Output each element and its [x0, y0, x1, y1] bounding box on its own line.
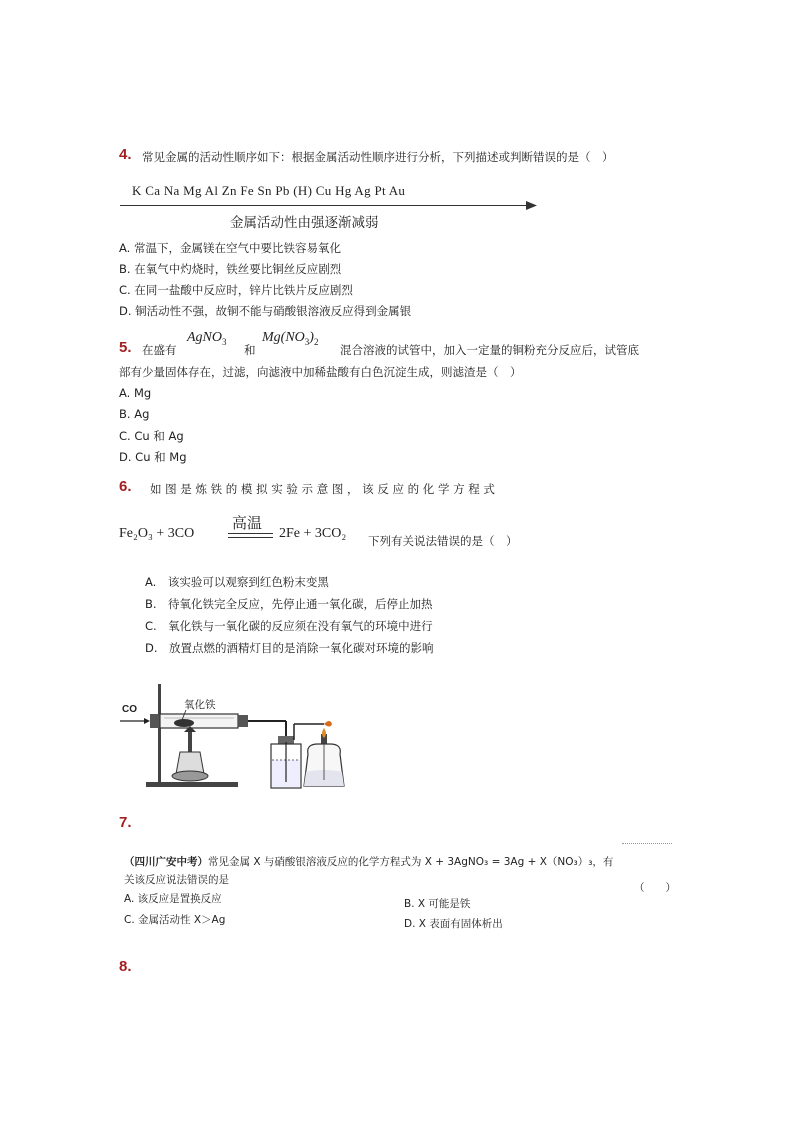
q5-formula2-main: Mg(NO	[262, 330, 305, 345]
q6-option-c: C. 氧化铁与一氧化碳的反应须在没有氧气的环境中进行	[145, 619, 433, 633]
q5-number: 5.	[119, 339, 132, 356]
q4-stem: 常见金属的活动性顺序如下：根据金属活动性顺序进行分析，下列描述或判断错误的是（ ）	[142, 150, 614, 164]
q5-and: 和	[244, 343, 256, 357]
q4-option-a: A. 常温下，金属镁在空气中要比铁容易氧化	[119, 241, 341, 255]
q6-eq-left: Fe₂O₃ + 3CO	[119, 526, 195, 541]
q5-stem-line2: 部有少量固体存在，过滤，向滤液中加稀盐酸有白色沉淀生成，则滤渣是（ ）	[119, 365, 522, 379]
q5-formula-mgno32	[262, 330, 318, 347]
q7-option-c: C. 金属活动性 X＞Ag	[124, 914, 226, 926]
q6-eq-condition: 高温	[232, 514, 263, 532]
q5-formula2-close: )	[309, 330, 314, 345]
q5-formula-agno3	[187, 330, 227, 347]
q7-source: （四川广安中考）	[124, 856, 208, 868]
q6-option-a: A. 该实验可以观察到红色粉末变黑	[145, 575, 329, 589]
q4-option-b: B. 在氧气中灼烧时，铁丝要比铜丝反应剧烈	[119, 262, 342, 276]
q5-option-a: A. Mg	[119, 386, 152, 400]
q7-number: 7.	[119, 814, 132, 831]
q6-eq-tail: 下列有关说法错误的是（ ）	[368, 534, 518, 548]
q5-stem-line1: 混合溶液的试管中，加入一定量的铜粉充分反应后，试管底	[340, 343, 639, 357]
q6-eq-line-bottom	[228, 537, 273, 538]
q5-prefix: 在盛有	[142, 343, 177, 357]
q6-option-d: D. 放置点燃的酒精灯目的是消除一氧化碳对环境的影响	[145, 641, 434, 655]
q7-stem2: 关该反应说法错误的是	[124, 874, 229, 886]
q5-option-b: B. Ag	[119, 407, 150, 421]
q6-co-label: CO	[122, 704, 137, 715]
q4-arrow-line	[120, 205, 530, 206]
q7-option-b: B. X 可能是铁	[404, 898, 471, 910]
q6-number: 6.	[119, 478, 132, 495]
q7-stem-line	[124, 854, 613, 869]
q7-option-a: A. 该反应是置换反应	[124, 893, 222, 905]
q6-eq-right: 2Fe + 3CO₂	[279, 526, 347, 541]
q5-formula1-sub: 3	[222, 336, 227, 347]
q4-number: 4.	[119, 146, 132, 163]
q4-arrow-head	[526, 200, 538, 211]
q6-oxide-label: 氧化铁	[184, 699, 216, 711]
q6-eq-line-top	[228, 533, 273, 534]
q5-option-d: D. Cu 和 Mg	[119, 450, 187, 464]
q7-dotted-rule	[622, 843, 672, 844]
q7-option-d: D. X 表面有固体析出	[404, 918, 503, 930]
q7-answer-bracket: （ ）	[634, 882, 676, 894]
q5-option-c: C. Cu 和 Ag	[119, 429, 184, 443]
q7-stem: 常见金属 X 与硝酸银溶液反应的化学方程式为 X + 3AgNO₃ = 3Ag + X（NO₃）₃，有	[208, 856, 614, 868]
q4-option-d: D. 铜活动性不强，故铜不能与硝酸银溶液反应得到金属银	[119, 304, 412, 318]
q5-formula2-sub: 3	[304, 336, 310, 347]
q5-formula1-main: AgNO	[187, 330, 222, 345]
q6-apparatus-diagram	[118, 676, 368, 796]
q5-formula2-sub2: 2	[313, 336, 319, 347]
q6-option-b: B. 待氧化铁完全反应，先停止通一氧化碳，后停止加热	[145, 597, 433, 611]
q4-arrow-label: 金属活动性由强逐渐减弱	[230, 215, 379, 231]
q6-stem: 如 图 是 炼 铁 的 模 拟 实 验 示 意 图 ， 该 反 应 的 化 学 方 程 式	[150, 482, 495, 496]
q4-option-c: C. 在同一盐酸中反应时，锌片比铁片反应剧烈	[119, 283, 353, 297]
q8-number: 8.	[119, 958, 132, 975]
q4-activity-series: K Ca Na Mg Al Zn Fe Sn Pb (H) Cu Hg Ag Pt Au	[132, 183, 406, 198]
